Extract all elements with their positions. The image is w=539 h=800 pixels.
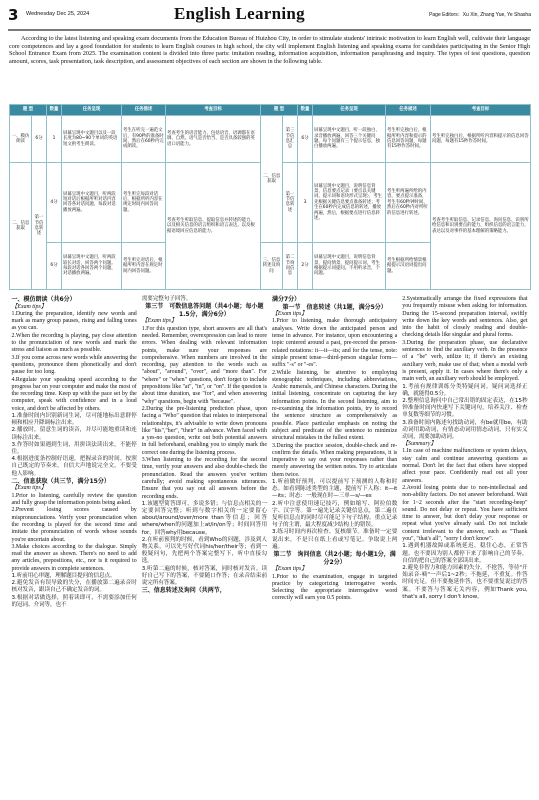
table-cell: 4分 xyxy=(47,162,62,242)
article-paragraph: 2.Systematically arrange the fixed expressions that you frequently misuse when asking for information. During the 15-second preparation interval, swiftly write down the key words and sentences. Also, get into the habit of closely reading and double-checking details like singular and plural forms. xyxy=(402,296,528,339)
article-paragraph: 【Exam tips】 xyxy=(272,566,308,573)
table-cell: 考生听完对话后，根据所听内容在规定时间内回答问题。 xyxy=(122,243,166,290)
article-paragraph: 3.If you come across new words while answering the questions, pronounce them phonetically and don't pause for too long. xyxy=(11,354,137,376)
article-paragraph: 1.遇到机器故障或系统延迟，稳住心态，正常答题。也不要因为别人都停下来了影响自己的节奏，自信的把自己的答案全部读出来。 xyxy=(402,543,528,564)
table-cell: 2分 xyxy=(298,243,313,290)
intro-paragraph: According to the latest listening and speaking exam documents from the Education Bureau of Huizhou City, in order to stimulate students' intrinsic motivation to learn English well, cultivate their language core competences and lay a good foundation for students to learn English courses in high school, the city will implement English listening and speaking exams for candidates participating in the Senior High School Entrance Exam from 2025. The examination content is divided into three parts: imitation reading, information acquisition, information paraphrasing and inquiry. The types of test questions, question amount, scores, task presentation, task description, and assessment objectives of each section are shown in the following table. xyxy=(9,35,530,65)
table-cell: 考生听两遍所给的内容，要点提示准备，考生有60秒钟时间，然后在60秒内对所听的信息进行转述。 xyxy=(386,162,431,242)
article-paragraph: 3.During the preparation phase, use declarative sentences to find the auxiliary verb. In the presence of a "be" verb, utilize it; if there's an existing auxiliary verb, make use of that; when a modal verb is present, apply it. In cases where there's only a main verb, an auxiliary verb should be employed. xyxy=(402,339,528,383)
article-paragraph: 4.根据进度条控制好语速，把握录音的时间。按照自己既定的节奏来，自信大声地说完全文，不要受他人影响。 xyxy=(11,456,137,477)
table-header-row xyxy=(10,105,531,116)
article-paragraph: 1.For this question type, short answers are all that's needed. Remember, overexpression can lead to more errors. When dealing with relevant information points, make sure your responses are comprehensive. When numbers are involved in the recording, pay attention to the words such as "about", "around", "over", and "more than". For "where" or "when" questions, don't forget to include prepositions like "at", "in", or "on". If the question is about time duration, use "for", and when answering "why" questions, begin with "because". xyxy=(141,325,267,405)
table-cell: 三、信息转述及询问 xyxy=(261,243,283,290)
table-cell: 二、信息获取 xyxy=(261,116,283,243)
table-cell: 考查考生的语音能力、包括语音、语调都在语调、自然、语气是否恰当、是否具备较强的英语口语能力。 xyxy=(166,116,261,163)
article-paragraph: 【Exam tips】 xyxy=(141,318,177,325)
table-cell: 第三节信息汇总 xyxy=(283,116,298,163)
article-paragraph: 2.During the pre-listening prediction phase, upon facing a "Who" question that relates to interpersonal relationships, it's advisable to write down pronouns like "his","her", "their" in advance. When faced with a yes-no question, write out both potential answers in full beforehand, enabling you to simply mark the correct one during the listening process. xyxy=(141,405,267,456)
article-paragraph: 需要完整句子回答。 xyxy=(141,296,192,302)
exam-structure-table xyxy=(9,104,530,290)
table-cell: 屏幕呈现中文题目，说明信息背景，信息要点记录（要点以关键词、提示词和语块形式呈现），考生先根据关键信息要点准备转述；考生在60秒内完成信息的转述，播放两遍，然后，根据要点进行信息转述。 xyxy=(313,162,386,242)
table-cell: 第二节询问信息 xyxy=(283,243,298,290)
section-heading: 第二节 询问信息（共2小题；每小题1分，满分2分） xyxy=(273,551,396,566)
table-header-cell: 任务描述 xyxy=(122,105,166,116)
page-header xyxy=(0,0,539,30)
article-paragraph: 3.准备时间内陈述句找助动词，有be就用be，有助动词用助动词，有情态动词用情态动词，只有实义动词，需要加助动词。 xyxy=(402,419,528,440)
article-paragraph: 3.听第二遍的时候，核对答案，同时核对发音。读好自己写下的答案，不要随口作答；在录音结束前说完所有答案。 xyxy=(141,565,267,587)
table-cell: 6分 xyxy=(47,243,62,290)
table-header-cell: 任务呈现 xyxy=(62,105,122,116)
article-paragraph: 【Summary】 xyxy=(402,441,437,448)
table-cell: 一、模仿朗读 xyxy=(10,116,32,163)
article-paragraph: 1.Prior to listening, carefully review the question and fully grasp the information points being asked. xyxy=(11,492,137,507)
article-paragraph: 1.准备时间内识别新词生词，尽可能地标出意群停顿和相应升降调标注出来。 xyxy=(11,413,137,427)
article-column-2 xyxy=(139,296,269,796)
table-header-cell: 考查目标 xyxy=(166,105,261,116)
article-column-4 xyxy=(400,296,530,796)
table-cell: 屏幕呈现中文题目，听两段短对话后根据所听对话内容回答各对话问题，每段对话播放两遍。 xyxy=(62,162,122,242)
table-header-cell: 数量 xyxy=(298,105,313,116)
article-column-1 xyxy=(9,296,139,796)
table-header-cell: 任务描述 xyxy=(386,105,431,116)
article-paragraph: 3.作答时如果遇到生词，用拼读法读出来，不能停住。 xyxy=(11,441,137,456)
article-paragraph: 3.During the practice session, double-check and re-confirm the details. When making preparations, it is imperative to say out your responses rather than merely answering the written notes. Try to articulate them twice. xyxy=(272,442,398,478)
table-cell: 考生听完独白后，根据所听内容和提示的信息回答问题，每题有15秒作答时间。 xyxy=(431,116,531,163)
page-number: 3 xyxy=(8,6,19,24)
section-heading: 一、模仿朗读（共6分） xyxy=(11,296,76,303)
article-paragraph: 【Exam tips】 xyxy=(11,303,47,310)
article-paragraph: 2.避免发音有误导致的失分，在播放第二遍录音时核对发音，跟读自己不确定发音的词。 xyxy=(11,580,137,594)
table-header-cell: 任务呈现 xyxy=(313,105,386,116)
article-column-3 xyxy=(270,296,400,796)
article-paragraph: 3.When listening to the recording for the second time, verify your answers and also double-check the pronunciation. Read the answers you've written carefully; avoid making spontaneous utterances. Ensure that you say out all answers before the recording ends. xyxy=(141,457,267,500)
article-paragraph: 2.播放时，留意生词的读音，并尽可能地重读和连读标注出来。 xyxy=(11,427,137,441)
article-paragraph: 2.整理信息询问中自己常出错的固定表达，在15秒钟准备时间内快速写下关键词句，培养关注、检查单复数等细节的习惯。 xyxy=(402,397,528,419)
table-cell: 屏幕呈现中文题目，听一段独白，录音播放两遍，回答三个关键问题，每个问题有三个提示信息，独白播放两遍。 xyxy=(313,116,386,163)
article-paragraph: 3.根据对话做选择，照着读即可，不需要添加任何的冠词、介词等，也不 xyxy=(11,594,137,608)
article-paragraph: 4.Regulate your speaking speed according to the progress bar on your computer and make the most of the recording time. Keep up with the pace set by the computer, speak with confidence and in a loud voice, and don't be affected by others. xyxy=(11,376,137,412)
issue-date: Wednesday Dec 25, 2024 xyxy=(26,11,90,17)
section-heading: 第一节 信息转述（共1题，满分5分） xyxy=(282,303,387,311)
article-paragraph: 1.听前用心审题，理解题目提问的信息点。 xyxy=(11,573,116,580)
article-paragraph: 2.Prevent losing scores caused by mispronunciations. Verify your pronunciation when the recording is played for the second time and imitate the pronunciation of words whose sounds you're uncertain about. xyxy=(11,507,137,543)
table-cell: 第一节信息转述 xyxy=(283,162,298,242)
header-rule xyxy=(8,29,531,31)
table-cell: 屏幕呈现中文题目，说明信息背景，提问情景，提问提示词，考生根据提示词提问。不用听录音，个问题。 xyxy=(313,243,386,290)
table-cell: 考生根据所给情景根据提示汉语词提出问题。 xyxy=(386,243,431,290)
table-cell: 考查考生听取信息、提取信息并转述的能力，以及相关信息的语言组织和语言表达，以及根据语境回应信息的能力。 xyxy=(166,162,261,289)
table-cell: 6分 xyxy=(298,116,313,163)
table-header-cell: 题 型 xyxy=(10,105,47,116)
article-paragraph: 1.听前做好预判，可以提前写下预测的人称和时态。如看到陈述类型的主题，提前写下人称：it—it—its；时态：一般现在时—三单—s/—es xyxy=(272,479,398,500)
table-cell: 考生听完每段对话后，根据所听内容在规定时间内回答问题。 xyxy=(122,162,166,242)
section-heading: 三、信息转述及询问（共两节， xyxy=(141,587,226,595)
table-row xyxy=(10,116,531,163)
article-paragraph: 2.Avoid losing points due to non-intellectual and non-ability factors. Do not answer beforehand. Wait for 1~2 seconds after the "start recording-beep" sound. Do not delay or repeat. You have sufficient time to answer, but don't delay your response or repeat what you've already said. Do not include content irrelevant to the answer, such as "Thank you", "that's all", "sorry I don't know". xyxy=(402,484,528,543)
article-paragraph: 2.When the recording is playing, pay close attention to the pronunciation of new words and mark the stress and liaison as much as possible. xyxy=(11,332,137,354)
article-paragraph: 2.在听前预判的时候，看到Who的问题，涉及到人物关系，可以先写好代词his/her/their等；看到一般疑问句，先把两个答案完整写下，听中直接勾选。 xyxy=(141,536,267,565)
article-paragraph: 【Exam tips】 xyxy=(272,311,308,318)
table-cell: 考生在听完一遍范文后，有90秒的准备时间，然后在60秒内完成朗读。 xyxy=(122,116,166,163)
table-cell: 6分 xyxy=(32,116,47,163)
table-cell: 考查考生听取信息、记录信息、询问信息、识别所给信息和识别要点的能力，组织信息的语言能力、表达以及对事件的基本理解的策略能力。 xyxy=(431,162,531,289)
article-paragraph: 2.While listening, be attentive to employing stenographic techniques, including abbreviations, Arabic numerals, and Chinese characters. During the initial listening, concentrate on capturing the key information points. In the second listening, aim to re-examining the information points, try to record the sentence structure as comprehensively as possible. Place particular emphasis on noting the subject and predicate of the sentence to minimize structural mistakes in the fullest extent. xyxy=(272,369,398,442)
table-cell: 屏幕呈现中文题目，听两段较长对话，回答两个问题。每段对话各回答两个问题，对话播放两遍。 xyxy=(62,243,122,290)
section-heading: 第三节 可数信息答问题（共4小题；每小题1.5分，满分6分） xyxy=(145,303,264,318)
article-paragraph: 1.Prior to listening, make thorough anticipatory analyses. Write down the anticipated person and tense in advance. For instance, upon encountering a topic centered around a past, pre-record the person-related notations: it—it—its; and for the tense, note: simple present tense—third-person singular form—suffix "-s" or "-es". xyxy=(272,318,398,369)
article-paragraph: 3.练习时间内再次检查、复核细节。准备时一定要说出来，不是只在纸上看或写笔记。争取说上两遍。 xyxy=(272,529,398,550)
table-cell: 考生听完独白后，根据所听内容和提示的信息回答问题，每题有15秒作答时间。 xyxy=(386,116,431,163)
table-cell: 屏幕呈现中文题目以及一段长度为80~90个单词的英语短文供考生朗读。 xyxy=(62,116,122,163)
table-cell: 1 xyxy=(47,116,62,163)
article-paragraph: 1.Prior to the examination, engage in targeted practice by categorizing interrogative words. Selecting the appropriate interrogative word correctly will earn you 0.5 points. xyxy=(272,573,398,602)
table-cell: 二、信息获取 xyxy=(10,162,32,289)
article-paragraph: 2.听中注意使用速记技巧，例如缩写、阿拉伯数字、汉字等。第一遍先记录关键信息点，第二遍在复听信息点的同时尽可能记下句子结构。重点记录句子的主谓，最大程度减少结构上的错误。 xyxy=(272,500,398,529)
article-paragraph: 3.Make choices according to the dialogue. Simply read the answer as shown. There's no need to add any articles, prepositions, etc., nor is it required to provide answers in complete sentences. xyxy=(11,543,137,572)
page-editors: Page Editors：Xu Xin, Zhang Yue, Ye Shasha xyxy=(429,12,531,18)
section-heading: 满分7分） xyxy=(272,296,301,303)
article-paragraph: 1.考前有规律训练分类特疑问词。疑问词选择正确，就能得0.5分。 xyxy=(402,383,528,397)
table-cell: 3 xyxy=(298,162,313,242)
page-title: English Learning xyxy=(174,4,305,23)
article-paragraph: 2.避免非智力和能力因素的失分。不抢答，等待"开始录音-嘀"一声后1~2秒；不拖延，不重复。作答时间充足，但不要拖延作答，也不要重复说过的答案。不要答与答案无关内容，例如Thank you, that's all, sorry I don't know。 xyxy=(402,564,528,600)
article-paragraph: 1.During the preparation, identify new words and mark as many group pauses, rising and falling tones as you can. xyxy=(11,310,137,332)
article-paragraph: 【Exam tips】 xyxy=(11,485,47,492)
table-header-cell: 数量 xyxy=(47,105,62,116)
section-heading: 二、信息获取（共三节，满分15分） xyxy=(11,477,110,485)
table-header-cell: 题 型 xyxy=(261,105,298,116)
article-columns xyxy=(9,296,530,796)
table-header-cell: 考查目标 xyxy=(431,105,531,116)
table-cell: 第一节信息转述 xyxy=(32,162,47,289)
article-paragraph: 1.In case of machine malfunctions or system delays, stay calm and continue answering questions as normal. Don't let the fact that others have stopped affect your pace. Confidently read out all your answers. xyxy=(402,448,528,484)
article-paragraph: 1.该题型简答即可，多说多错；与信息点相关的一定要回答完整；听到与数字相关的一定要留心about/around/over/more than等信息；回答where/when的问题加上at/in/on等；时间回答用for，回答why用because。 xyxy=(141,500,267,536)
